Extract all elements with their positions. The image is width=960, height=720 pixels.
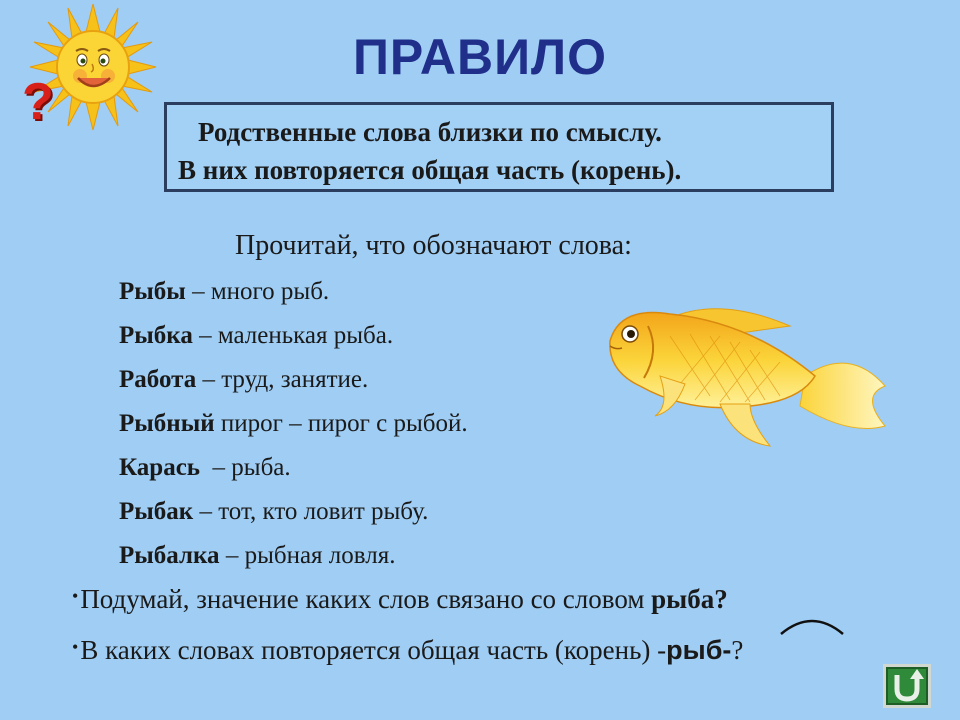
definition: – труд, занятие. <box>196 366 369 393</box>
list-item <box>119 320 468 364</box>
return-button[interactable] <box>883 664 931 708</box>
definition: пирог – пирог с рыбой. <box>214 410 468 437</box>
term: Рыбка <box>119 322 193 349</box>
word-list <box>119 276 468 584</box>
definition: – тот, кто ловит рыбу. <box>193 498 429 525</box>
slide-title: ПРАВИЛО <box>352 29 608 85</box>
root-arc-icon <box>777 612 847 636</box>
goldfish-image <box>600 296 890 456</box>
reading-prompt: Прочитай, что обозначают слова: <box>235 230 632 261</box>
list-item <box>119 452 468 496</box>
term: Рыбалка <box>119 542 220 569</box>
term: Рыбы <box>119 278 186 305</box>
definition: – маленькая рыба. <box>192 322 394 349</box>
definition: – рыбная ловля. <box>219 542 396 569</box>
definition: – много рыб. <box>185 278 330 305</box>
root-word: рыб- <box>666 635 732 665</box>
term: Работа <box>119 366 197 393</box>
list-item <box>119 408 468 452</box>
bullet: • <box>72 637 79 657</box>
question-2-end: ? <box>731 635 744 665</box>
definition: – рыба. <box>200 454 291 481</box>
term: Карась <box>119 454 201 481</box>
question-1-text: Подумай, значение каких слов связано со словом <box>80 584 652 614</box>
question-2 <box>72 635 743 666</box>
list-item <box>119 540 468 584</box>
question-1 <box>72 584 728 615</box>
question-mark-icon: ? <box>22 73 54 131</box>
question-2-text: В каких словах повторяется общая часть (корень) - <box>80 635 667 665</box>
bullet: • <box>72 586 79 606</box>
list-item <box>119 364 468 408</box>
rule-text-line-2: В них повторяется общая часть (корень). <box>178 155 682 185</box>
return-arrow-icon <box>886 667 928 705</box>
list-item <box>119 276 468 320</box>
list-item <box>119 496 468 540</box>
rule-text-line-1: Родственные слова близки по смыслу. <box>198 117 662 147</box>
term: Рыбак <box>119 498 194 525</box>
term: Рыбный <box>119 410 215 437</box>
question-1-keyword: рыба? <box>651 584 728 614</box>
